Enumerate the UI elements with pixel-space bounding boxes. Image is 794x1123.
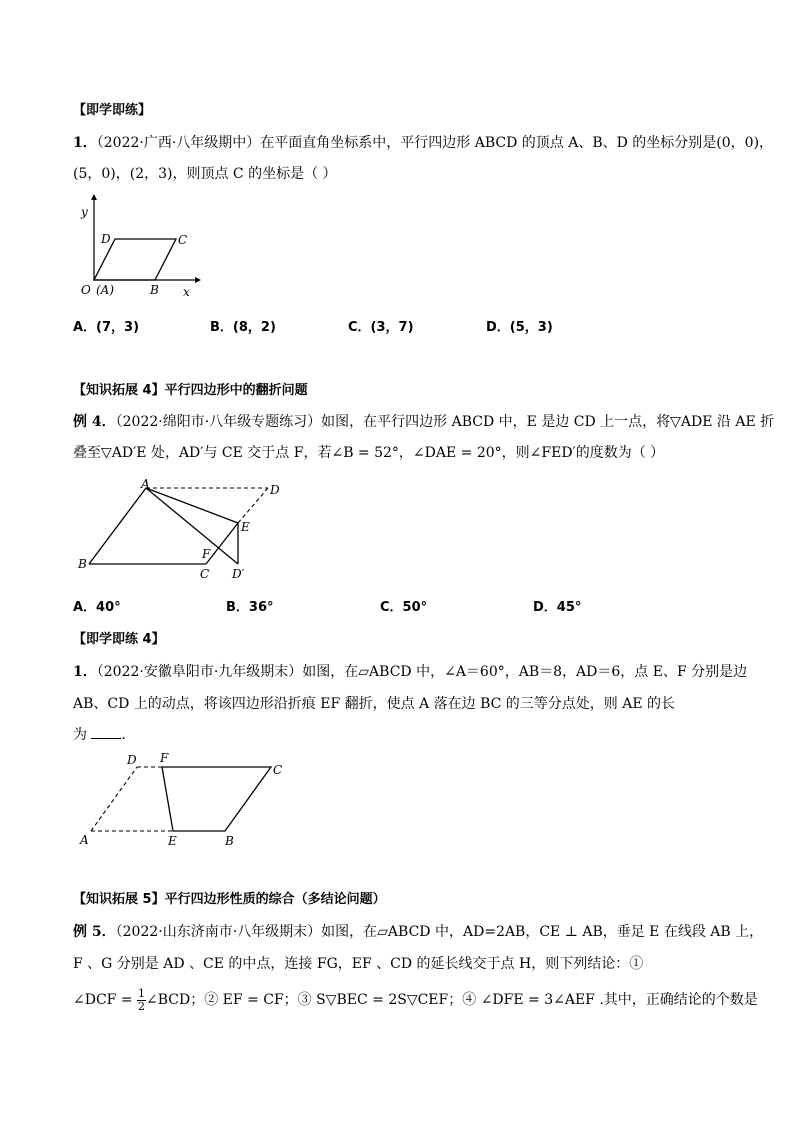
- label-c: C: [178, 233, 188, 247]
- section4-heading: 【知识拓展 5】平行四边形性质的综合（多结论问题）: [73, 892, 386, 907]
- question-text: 如图，在▱ABCD 中，∠A＝60°，AB＝8，AD＝6，点 E、F 分别是边: [302, 664, 748, 680]
- edge-ab: [89, 488, 146, 564]
- example-text: 如图，在平行四边形 ABCD 中，E 是边 CD 上一点，将▽ADE 沿 AE 折: [321, 414, 775, 430]
- option-a[interactable]: A．40°: [73, 600, 121, 615]
- fold-figure: [75, 476, 295, 586]
- label-y: y: [81, 205, 88, 219]
- example5-line1: [73, 922, 763, 942]
- option-b[interactable]: B．(8，2): [210, 320, 276, 335]
- option-b[interactable]: B．36°: [226, 600, 274, 615]
- label-e: E: [168, 834, 177, 848]
- example-prefix: 例 5．: [73, 924, 116, 940]
- question1-line1: [73, 133, 773, 153]
- option-c[interactable]: C．(3，7): [348, 320, 414, 335]
- answer-suffix: ．: [121, 727, 136, 743]
- label-f: F: [160, 751, 169, 765]
- fraction-denominator: 2: [138, 999, 146, 1013]
- x-axis-arrow-icon: [195, 277, 201, 283]
- edge-de-dashed: [238, 488, 268, 523]
- option-a[interactable]: A．(7，3): [73, 320, 140, 335]
- label-d: D: [127, 753, 137, 767]
- fraction-one-half: [137, 988, 146, 1013]
- section3-heading: 【即学即练 4】: [73, 632, 165, 647]
- example-source: （2022·绵阳市·八年级专题练习）: [115, 414, 322, 430]
- label-c: C: [273, 763, 283, 777]
- y-axis-arrow-icon: [91, 194, 97, 200]
- question-number: 1．: [73, 135, 97, 151]
- question1b-line3: [73, 724, 135, 745]
- question1b-line1: [73, 662, 747, 682]
- example5-line3: [73, 985, 758, 1015]
- fraction-numerator: 1: [138, 986, 146, 1000]
- label-a: A: [80, 833, 89, 847]
- label-b: B: [78, 557, 87, 571]
- conclusion-1-a: ∠DCF =: [73, 992, 133, 1008]
- question-text: 在平面直角坐标系中，平行四边形 ABCD 的顶点 A、B、D 的坐标分别是(0，0)，: [260, 135, 774, 151]
- fold-ef-figure: [75, 748, 295, 853]
- option-d[interactable]: D．(5，3): [486, 320, 553, 335]
- label-d: D: [101, 232, 111, 246]
- example-prefix: 例 4．: [73, 414, 116, 430]
- example-text: 如图，在▱ABCD 中，AD=2AB，CE ⊥ AB，垂足 E 在线段 AB 上，: [321, 924, 764, 940]
- label-x: x: [183, 285, 190, 299]
- edge-ec: [206, 523, 238, 564]
- question-source: （2022·安徽阜阳市·九年级期末）: [96, 664, 303, 680]
- example4-line2: 叠至▽AD′E 处，AD′与 CE 交于点 F，若∠B = 52°，∠DAE = 20°，则∠FED′的度数为（ ）: [73, 445, 665, 461]
- question1b-line2: AB、CD 上的动点，将该四边形沿折痕 EF 翻折，使点 A 落在边 BC 的三等分点处，则 AE 的长: [73, 696, 676, 712]
- label-b: B: [150, 283, 159, 297]
- question1-line2: (5，0)，(2，3)，则顶点 C 的坐标是（ ）: [73, 166, 337, 182]
- label-a: A: [141, 477, 150, 491]
- option-d[interactable]: D．45°: [533, 600, 582, 615]
- fold-ae: [146, 488, 238, 523]
- option-c[interactable]: C．50°: [380, 600, 428, 615]
- example4-line1: [73, 412, 774, 432]
- example5-line2: F 、G 分别是 AD 、CE 的中点，连接 FG，EF 、CD 的延长线交于点 H，则下列结论：①: [73, 956, 644, 972]
- label-b: B: [225, 834, 234, 848]
- label-d: D: [270, 483, 280, 497]
- example-source: （2022·山东济南市·八年级期末）: [115, 924, 322, 940]
- label-e: E: [241, 520, 250, 534]
- edge-ad-dashed: [91, 767, 137, 831]
- label-f: F: [202, 547, 211, 561]
- answer-blank[interactable]: [91, 724, 121, 739]
- label-c: C: [200, 567, 210, 581]
- question-number: 1．: [73, 664, 97, 680]
- label-a: (A): [96, 283, 115, 297]
- label-o: O: [81, 283, 91, 297]
- label-d-prime: D′: [232, 567, 245, 581]
- section2-heading: 【知识拓展 4】平行四边形中的翻折问题: [73, 383, 308, 398]
- answer-prefix: 为: [73, 727, 87, 743]
- quadrilateral-efcb: [162, 767, 271, 831]
- coordinate-figure: [70, 192, 210, 302]
- conclusion-1-b: ∠BCD；② EF = CF；③ S▽BEC = 2S▽CEF；④ ∠DFE = 3∠AEF .其中，正确结论的个数是: [146, 992, 758, 1008]
- edge-ad-prime: [146, 488, 238, 564]
- question-source: （2022·广西·八年级期中）: [96, 135, 261, 151]
- section1-heading: 【即学即练】: [73, 103, 152, 118]
